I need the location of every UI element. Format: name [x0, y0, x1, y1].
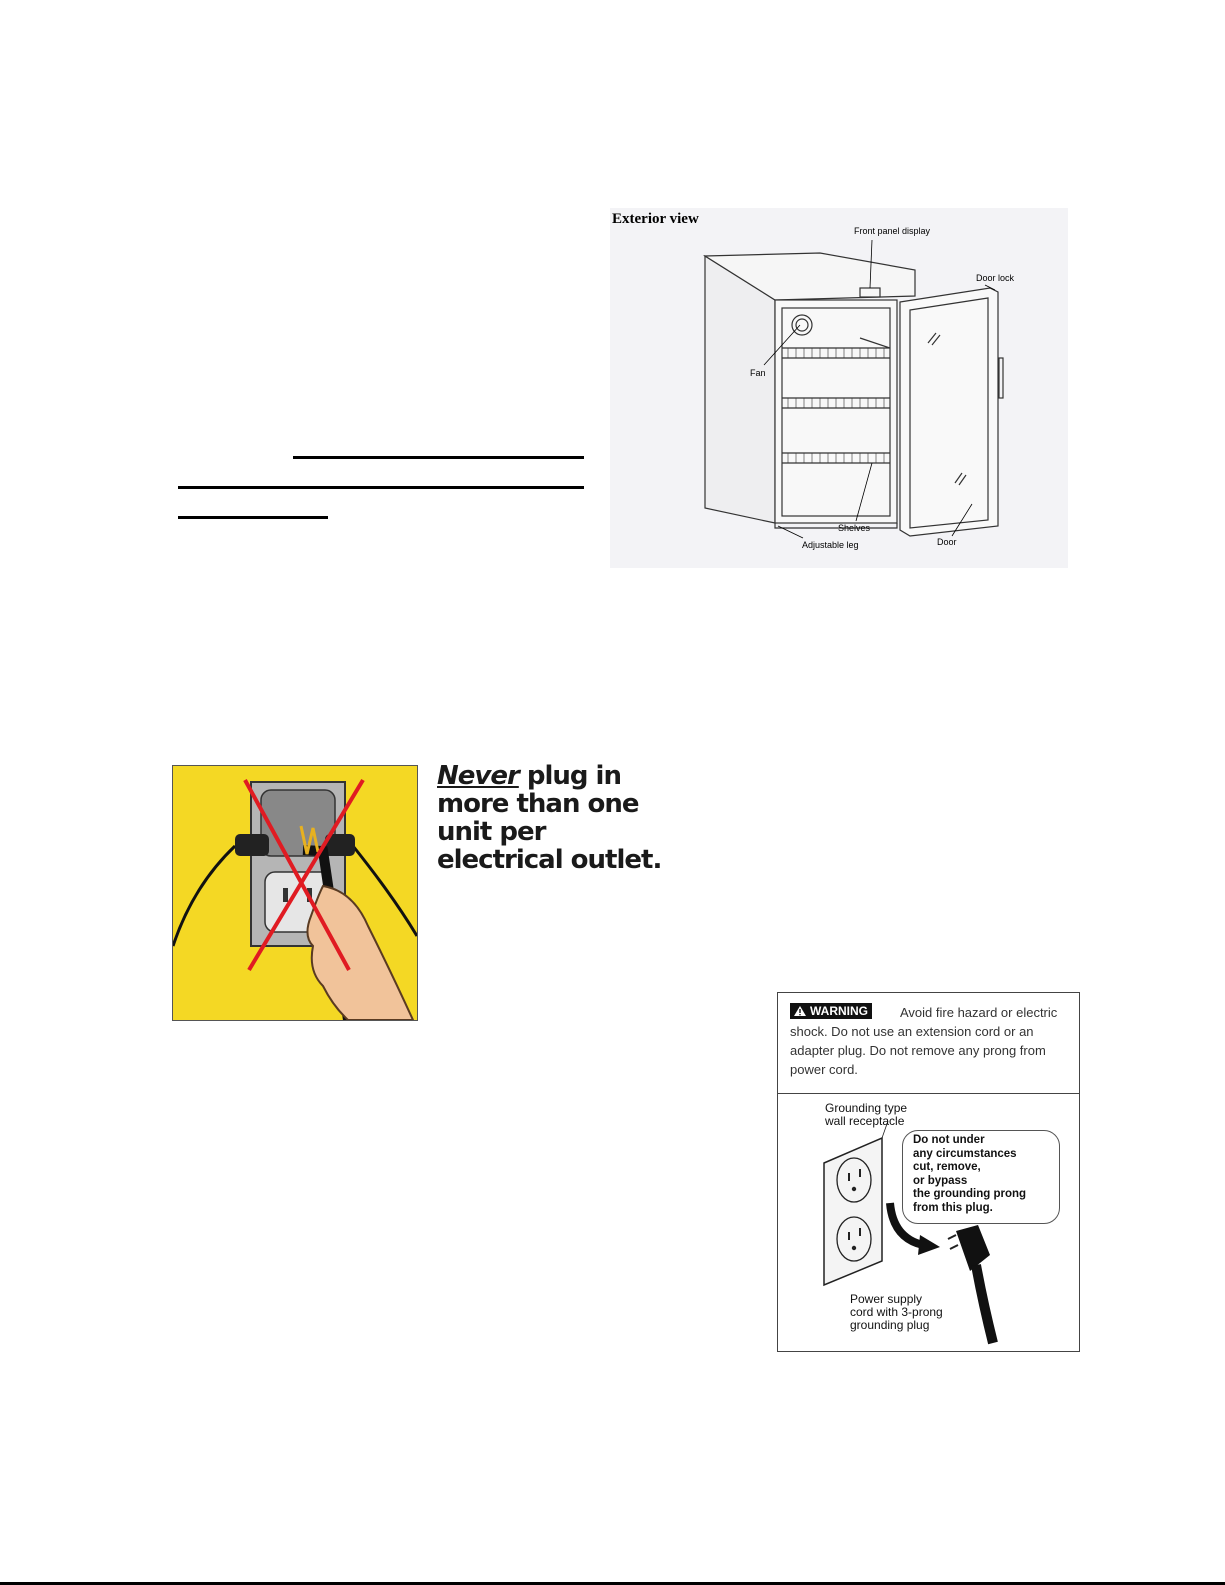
underline-rule-1	[293, 456, 584, 459]
grounding-warning-box	[777, 992, 1080, 1352]
bubble-line-1: Do not under	[913, 1134, 985, 1146]
exterior-view-title: Exterior view	[612, 211, 699, 227]
warning-text: Avoid fire hazard or electric shock. Do not use an extension cord or an adapter plug. Do not remove any prong from power cord.	[790, 1005, 1058, 1077]
never-line4: electrical outlet.	[437, 845, 662, 875]
plug-warning-bubble-text	[913, 1134, 1058, 1215]
callout-front-panel-display: Front panel display	[854, 226, 931, 236]
receptacle-label-2: wall receptacle	[825, 1114, 905, 1128]
never-line3: unit per	[437, 817, 546, 847]
callout-door-lock: Door lock	[976, 273, 1015, 283]
outlet-overload-illustration	[172, 765, 418, 1021]
cord-label-3: grounding plug	[850, 1318, 930, 1332]
bubble-line-6: from this plug.	[913, 1201, 993, 1214]
callout-shelves: Shelves	[838, 523, 871, 533]
bubble-line-4: or bypass	[913, 1174, 968, 1187]
callout-door: Door	[937, 537, 957, 547]
never-line1-rest: plug in	[518, 761, 621, 791]
bubble-line-2: any circumstances	[913, 1147, 1017, 1160]
never-word: Never	[437, 761, 519, 791]
callout-adjustable-leg: Adjustable leg	[802, 540, 859, 550]
overloaded-outlet-drawing	[173, 766, 417, 1020]
callout-fan: Fan	[750, 368, 766, 378]
cord-label-2: cord with 3-prong	[850, 1305, 943, 1319]
exterior-view-figure	[610, 208, 1068, 568]
bubble-line-3: cut, remove,	[913, 1161, 981, 1173]
cord-label-1: Power supply	[850, 1292, 923, 1306]
never-line2: more than one	[437, 789, 639, 819]
underline-rule-3	[178, 516, 328, 519]
warning-badge-label: WARNING	[810, 1004, 868, 1018]
receptacle-label-1: Grounding type	[825, 1101, 908, 1115]
refrigerator-drawing	[610, 208, 1068, 568]
outlet-warning-text	[437, 762, 661, 874]
bubble-line-5: the grounding prong	[913, 1188, 1027, 1200]
underline-rule-2	[178, 486, 584, 489]
